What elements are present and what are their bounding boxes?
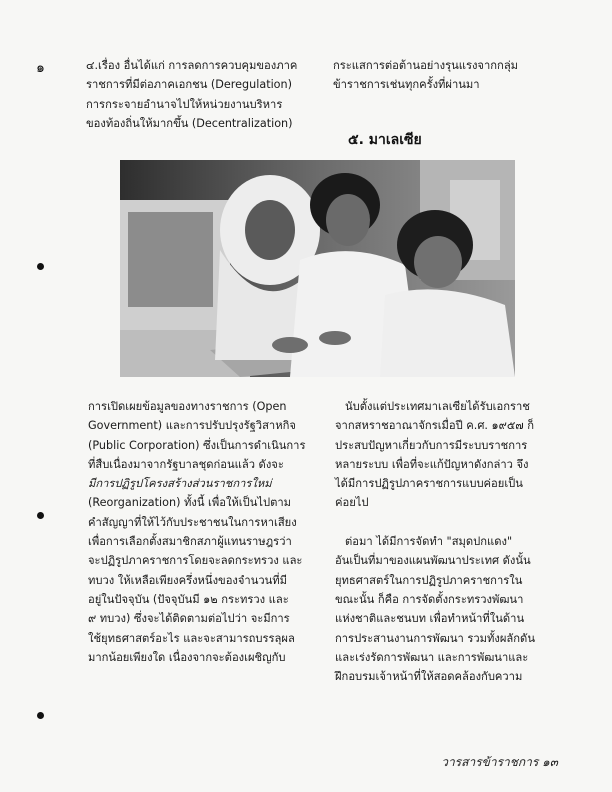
text-line: จากสหราชอาณาจักรเมื่อปี ค.ศ. ๑๙๕๗ ก็ [335, 419, 535, 433]
punch-hole-dot [37, 512, 44, 519]
text-line: ราชการที่มีต่อภาคเอกชน (Deregulation) [86, 78, 292, 92]
text-line: การกระจายอำนาจไปให้หน่วยงานบริหาร [86, 97, 283, 111]
text-line: ค่อยไป [335, 496, 369, 510]
text-line: กระแสการต่อต้านอย่างรุนแรงจากกลุ่ม [333, 59, 519, 72]
page-margin-mark: ๑ [36, 60, 45, 76]
text-line: นับตั้งแต่ประเทศมาเลเซียได้รับเอกราช [345, 400, 530, 413]
text-line: ใช้ยุทธศาสตร์อะไร และจะสามารถบรรลุผล [88, 631, 295, 645]
text-line: ได้มีการปฏิรูปภาคราชการแบบค่อยเป็น [335, 477, 523, 491]
text-line: เพื่อการเลือกตั้งสมาชิกสภาผู้แทนราษฎรว่า [88, 535, 292, 549]
text-line: หลายระบบ เพื่อที่จะแก้ปัญหาดังกล่าว จึง [335, 457, 529, 471]
text-line: (Public Corporation) ซึ่งเป็นการดำเนินการ [88, 438, 306, 452]
text-line: การประสานงานการพัฒนา รวมทั้งผลักดัน [335, 631, 535, 645]
students-computer-photo [120, 160, 515, 377]
text-line: ๔.เรื่อง อื่นได้แก่ การลดการควบคุมของภาค [86, 59, 298, 72]
text-line: ข้าราชการเช่นทุกครั้งที่ผ่านมา [333, 78, 480, 92]
photo-illustration [120, 160, 515, 377]
text-line: แห่งชาติและชนบท เพื่อทำหน้าที่ในด้าน [335, 612, 525, 626]
text-line [335, 513, 565, 532]
punch-hole-dot [37, 712, 44, 719]
text-line: คำสัญญาที่ให้ไว้กับประชาชนในการหาเสียง [88, 515, 297, 529]
text-line: ต่อมา ได้มีการจัดทำ "สมุดปกแดง" [345, 535, 513, 549]
text-line: มีการปฏิรูปโครงสร้างส่วนราชการใหม่ [88, 477, 272, 491]
text-line: มากน้อยเพียงใด เนื่องจากจะต้องเผชิญกับ [88, 650, 286, 664]
text-line: ยุทธศาสตร์ในการปฏิรูปภาคราชการใน [335, 573, 523, 587]
text-line: ของท้องถิ่นให้มากขึ้น (Decentralization) [86, 116, 293, 130]
text-line: ฝึกอบรมเจ้าหน้าที่ให้สอดคล้องกับความ [335, 670, 523, 684]
text-line: อันเป็นที่มาของแผนพัฒนาประเทศ ดังนั้น [335, 554, 531, 568]
top-left-column [86, 56, 296, 133]
bottom-right-column [335, 397, 565, 686]
text-line: และเร่งรัดการพัฒนา และการพัฒนาและ [335, 650, 529, 664]
text-line: ๙ ทบวง) ซึ่งจะได้ติดตามต่อไปว่า จะมีการ [88, 612, 290, 626]
text-line: (Reorganization) ทั้งนี้ เพื่อให้เป็นไปตาม [88, 496, 292, 510]
text-line: อยู่ในปัจจุบัน (ปัจจุบันมี ๑๒ กระทรวง และ [88, 592, 289, 606]
top-right-column [333, 56, 563, 95]
text-line: ทบวง ให้เหลือเพียงครึ่งหนึ่งของจำนวนที่มี [88, 573, 288, 587]
text-line: Government) และการปรับปรุงรัฐวิสาหกิจ [88, 419, 296, 433]
text-line: จะปฏิรูปภาคราชการโดยจะลดกระทรวง และ [88, 554, 303, 568]
text-line: ที่สืบเนื่องมาจากรัฐบาลชุดก่อนแล้ว ดังจะ [88, 457, 284, 471]
text-line: ขณะนั้น ก็คือ การจัดตั้งกระทรวงพัฒนา [335, 592, 524, 606]
bottom-left-column [88, 397, 318, 667]
text-line: ประสบปัญหาเกี่ยวกับการมีระบบราชการ [335, 438, 528, 452]
text-line: การเปิดเผยข้อมูลของทางราชการ (Open [88, 400, 287, 413]
punch-hole-dot [37, 263, 44, 270]
section-heading: ๕. มาเลเซีย [348, 132, 422, 148]
page-footer: วารสารข้าราชการ ๑๓ [441, 755, 558, 769]
